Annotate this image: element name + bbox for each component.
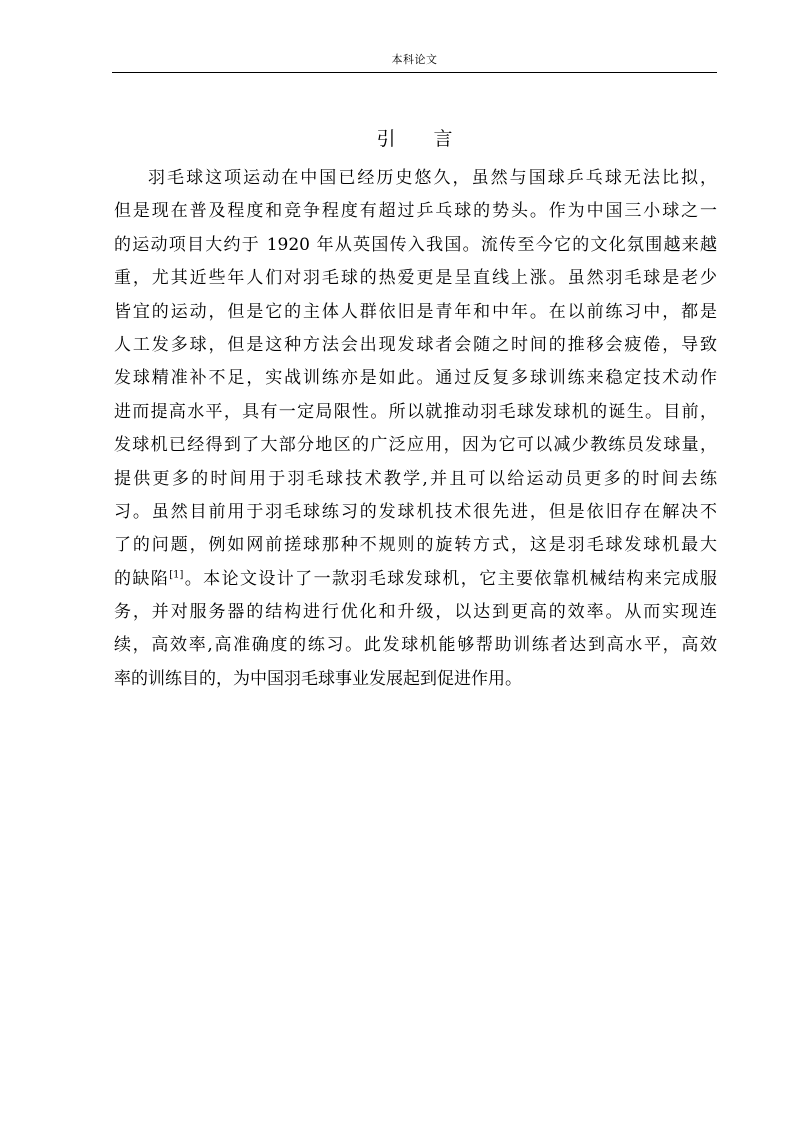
line-text-before-citation: 的缺陷 (114, 568, 170, 589)
paragraph-line: 羽毛球这项运动在中国已经历史悠久，虽然与国球乒乓球无法比拟， (148, 168, 717, 188)
page-header-title: 本科论文 (391, 53, 438, 66)
paragraph-line: 人工发多球，但是这种方法会出现发球者会随之时间的推移会疲倦，导致 (114, 334, 717, 355)
section-title-char-2: 言 (433, 128, 453, 150)
paragraph-line: 但是现在普及程度和竞争程度有超过乒乓球的势头。作为中国三小球之一 (114, 201, 717, 222)
header-divider (112, 72, 717, 73)
paragraph-line: 提供更多的时间用于羽毛球技术教学,并且可以给运动员更多的时间去练 (114, 468, 717, 489)
paragraph-line: 续，高效率,高准确度的练习。此发球机能够帮助训练者达到高水平，高效 (114, 635, 717, 656)
paragraph-line-with-citation (114, 563, 717, 596)
paragraph-line: 务，并对服务器的结构进行优化和升级，以达到更高的效率。从而实现连 (114, 602, 717, 623)
paragraph-line: 重，尤其近些年人们对羽毛球的热爱更是呈直线上涨。虽然羽毛球是老少 (114, 268, 717, 289)
body-paragraph (114, 162, 717, 696)
citation-marker[interactable]: [1] (169, 569, 184, 581)
section-title (112, 127, 717, 151)
paragraph-line: 皆宜的运动，但是它的主体人群依旧是青年和中年。在以前练习中，都是 (114, 301, 717, 322)
paragraph-line: 习。虽然目前用于羽毛球练习的发球机技术很先进，但是依旧存在解决不 (114, 501, 717, 522)
paragraph-line: 进而提高水平，具有一定局限性。所以就推动羽毛球发球机的诞生。目前， (114, 401, 717, 422)
paragraph-line: 的运动项目大约于 1920 年从英国传入我国。流传至今它的文化氛围越来越 (114, 234, 717, 255)
paragraph-line: 了的问题，例如网前搓球那种不规则的旋转方式，这是羽毛球发球机最大 (114, 535, 717, 556)
paragraph-line: 发球精准补不足，实战训练亦是如此。通过反复多球训练来稳定技术动作 (114, 368, 717, 389)
paragraph-line: 率的训练目的，为中国羽毛球事业发展起到促进作用。 (114, 668, 522, 689)
paragraph-line: 发球机已经得到了大部分地区的广泛应用，因为它可以减少教练员发球量， (114, 435, 717, 456)
line-text-after-citation: 。本论文设计了一款羽毛球发球机，它主要依靠机械结构来完成服 (183, 568, 717, 589)
section-title-char-1: 引 (376, 128, 396, 150)
